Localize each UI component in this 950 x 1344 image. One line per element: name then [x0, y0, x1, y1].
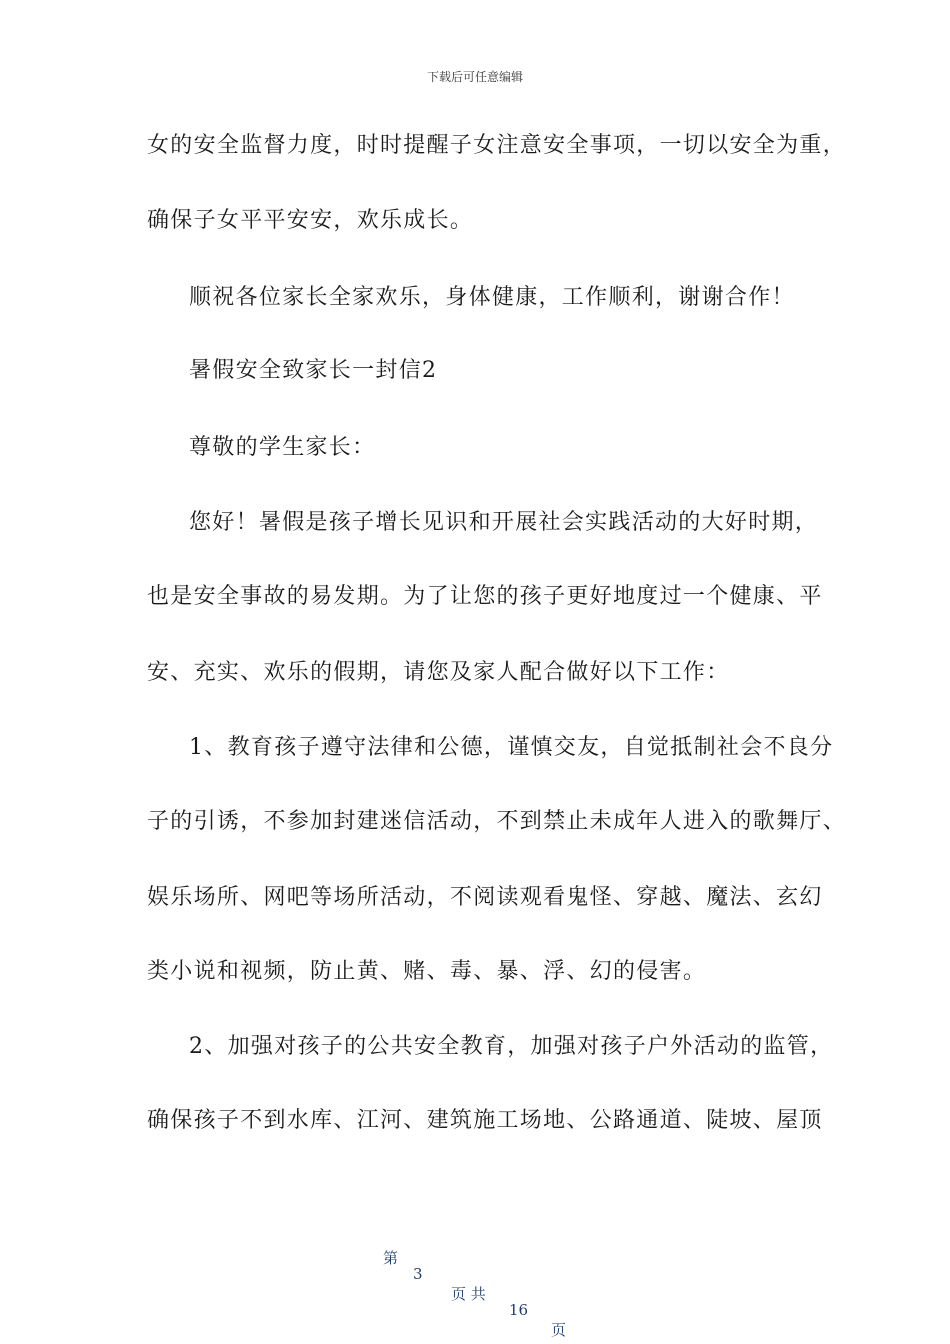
text-line: 顺祝各位家长全家欢乐，身体健康，工作顺利，谢谢合作！	[189, 285, 795, 310]
text-line: 确保孩子不到水库、江河、建筑施工场地、公路通道、陡坡、屋顶	[147, 1108, 823, 1133]
text-line: 女的安全监督力度，时时提醒子女注意安全事项，一切以安全为重，	[147, 133, 847, 158]
salutation: 尊敬的学生家长：	[189, 435, 376, 460]
page-prefix: 第	[383, 1249, 399, 1267]
text-line: 也是安全事故的易发期。为了让您的孩子更好地度过一个健康、平	[147, 584, 823, 609]
text-line: 安、充实、欢乐的假期，请您及家人配合做好以下工作：	[147, 660, 730, 685]
text-line: 确保子女平平安安，欢乐成长。	[147, 208, 474, 233]
text-line: 子的引诱，不参加封建迷信活动，不到禁止未成年人进入的歌舞厅、	[147, 809, 847, 834]
text-line: 您好！暑假是孩子增长见识和开展社会实践活动的大好时期，	[189, 510, 819, 535]
text-line: 类小说和视频，防止黄、赌、毒、暴、浮、幻的侵害。	[147, 959, 707, 984]
total-pages: 16	[509, 1301, 529, 1319]
text-line: 娱乐场所、网吧等场所活动，不阅读观看鬼怪、穿越、魔法、玄幻	[147, 885, 823, 910]
text-line: 2、加强对孩子的公共安全教育，加强对孩子户外活动的监管，	[189, 1034, 834, 1059]
page-number: 3	[413, 1265, 423, 1283]
page-suffix: 页	[551, 1321, 567, 1339]
page-mid: 页 共	[451, 1285, 486, 1303]
download-note: 下载后可任意编辑	[426, 70, 523, 84]
text-line: 1、教育孩子遵守法律和公德，谨慎交友，自觉抵制社会不良分	[189, 735, 834, 760]
section-title: 暑假安全致家长一封信2	[189, 358, 438, 383]
page-footer	[0, 1229, 950, 1337]
